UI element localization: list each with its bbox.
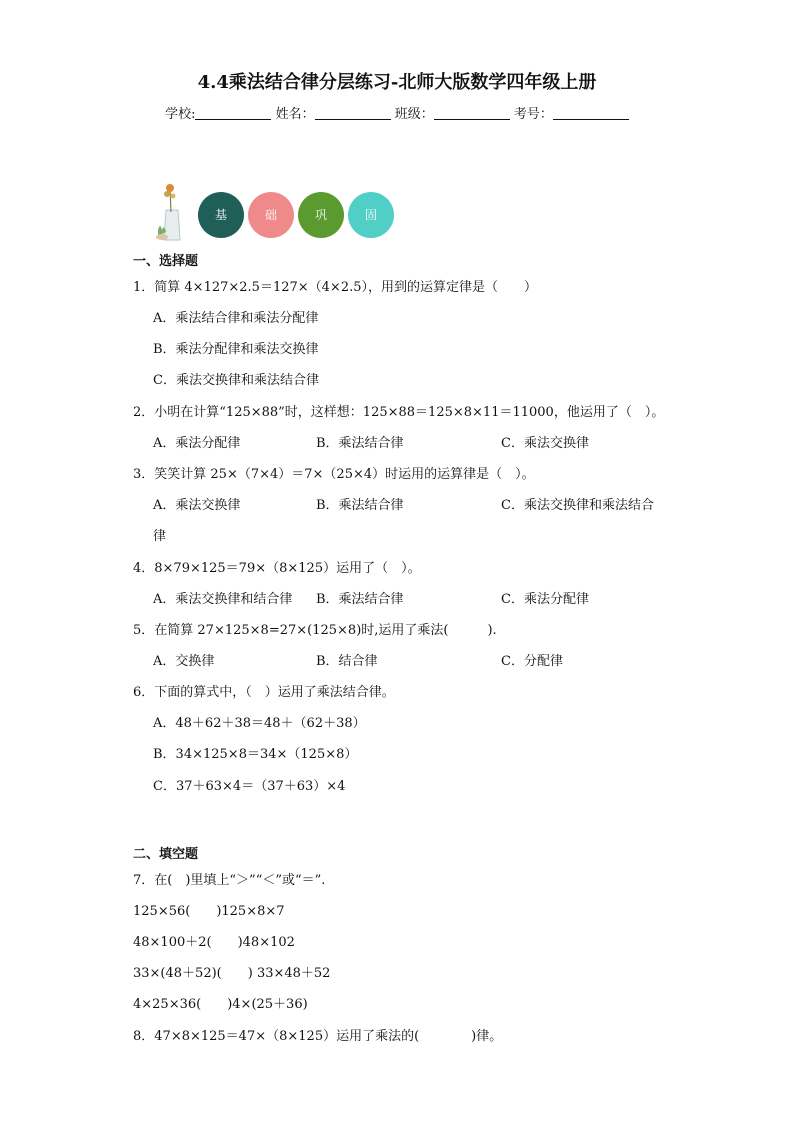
question-2-option-b[interactable]: B．乘法结合律: [316, 436, 404, 451]
question-1-option-a[interactable]: A．乘法结合律和乘法分配律: [153, 311, 319, 326]
question-7-line-3[interactable]: 33×(48＋52)( ) 33×48＋52: [133, 966, 331, 981]
number-blank[interactable]: [553, 106, 629, 120]
question-3-option-b[interactable]: B．乘法结合律: [316, 498, 404, 513]
school-blank[interactable]: [195, 106, 271, 120]
name-label: 姓名：: [275, 107, 315, 122]
question-5-option-b[interactable]: B．结合律: [316, 654, 378, 669]
question-4-option-c[interactable]: C．乘法分配律: [501, 592, 589, 607]
question-2-option-c[interactable]: C．乘法交换律: [501, 436, 589, 451]
question-2-stem: 2．小明在计算“125×88”时，这样想：125×88＝125×8×11＝11000，他运用了（ ）。: [133, 405, 665, 420]
banner-circle-3: 巩: [298, 192, 344, 238]
question-7-line-2[interactable]: 48×100＋2( )48×102: [133, 935, 295, 950]
number-label: 考号：: [513, 107, 553, 122]
banner-circle-2: 础: [248, 192, 294, 238]
page-title: 4.4乘法结合律分层练习-北师大版数学四年级上册: [197, 72, 597, 93]
class-blank[interactable]: [434, 106, 510, 120]
school-label: 学校:: [165, 107, 196, 122]
question-6-option-b[interactable]: B．34×125×8＝34×（125×8）: [153, 747, 358, 762]
section-1-heading: 一、选择题: [133, 254, 199, 269]
question-5-option-c[interactable]: C．分配律: [501, 654, 563, 669]
question-7-stem: 7．在( )里填上“＞”“＜”或“＝”.: [133, 873, 326, 888]
name-blank[interactable]: [315, 106, 391, 120]
question-4-option-a[interactable]: A．乘法交换律和结合律: [153, 592, 293, 607]
question-4-stem: 4．8×79×125＝79×（8×125）运用了（ ）。: [133, 561, 421, 576]
banner-circle-1: 基: [198, 192, 244, 238]
section-2-heading: 二、填空题: [133, 847, 199, 862]
question-1-option-c[interactable]: C．乘法交换律和乘法结合律: [153, 373, 319, 388]
question-2-option-a[interactable]: A．乘法分配律: [153, 436, 241, 451]
question-7-line-1[interactable]: 125×56( )125×8×7: [133, 904, 285, 919]
question-3-stem: 3．笑笑计算 25×（7×4）＝7×（25×4）时运用的运算律是（ ）。: [133, 467, 535, 482]
question-1-stem: 1．简算 4×127×2.5＝127×（4×2.5），用到的运算定律是（ ）: [133, 280, 537, 295]
question-3-option-a[interactable]: A．乘法交换律: [153, 498, 241, 513]
student-info-line: [0, 103, 794, 122]
question-5-option-a[interactable]: A．交换律: [153, 654, 215, 669]
question-4-option-b[interactable]: B．乘法结合律: [316, 592, 404, 607]
question-3-option-c-wrap: 律: [153, 529, 167, 544]
question-8-stem[interactable]: 8．47×8×125＝47×（8×125）运用了乘法的( )律。: [133, 1029, 503, 1044]
banner-circle-4: 固: [348, 192, 394, 238]
question-6-stem: 6．下面的算式中，（ ）运用了乘法结合律。: [133, 685, 395, 700]
question-3-option-c[interactable]: C．乘法交换律和乘法结合: [501, 498, 654, 513]
question-6-option-c[interactable]: C．37＋63×4＝（37＋63）×4: [153, 779, 346, 794]
question-7-line-4[interactable]: 4×25×36( )4×(25＋36): [133, 997, 308, 1012]
plant-vase-icon: [150, 180, 190, 242]
question-1-option-b[interactable]: B．乘法分配律和乘法交换律: [153, 342, 319, 357]
question-5-stem: 5．在简算 27×125×8=27×(125×8)时,运用了乘法( ).: [133, 623, 497, 638]
question-6-option-a[interactable]: A．48＋62＋38＝48＋（62＋38）: [153, 716, 366, 731]
class-label: 班级：: [394, 107, 434, 122]
